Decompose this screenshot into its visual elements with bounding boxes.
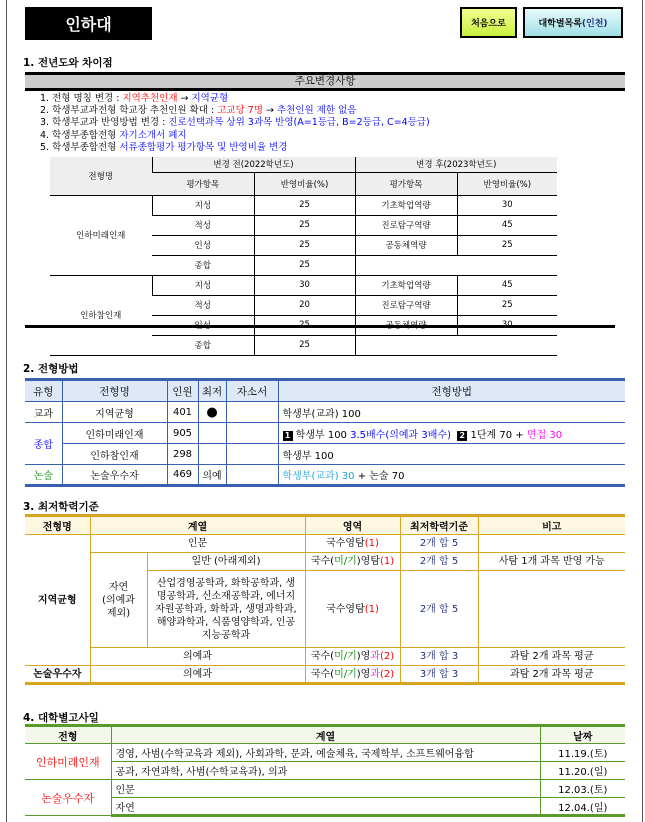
section2-heading: 2. 전형방법 (23, 363, 79, 375)
col-header: 평가항목 (355, 172, 457, 195)
col-header: 반영비율(%) (457, 172, 557, 195)
change-item: 1. 전형 명칭 변경 : 지역추천인재 → 지역균형 (40, 93, 229, 104)
minimum-standard-table (25, 514, 625, 685)
item: 종합 (152, 255, 254, 275)
col-header: 최저학력기준 (400, 516, 478, 535)
university-title: 인하대 (25, 7, 152, 40)
ratio: 25 (254, 255, 355, 275)
table-row: 논술우수자 인문 12.03.(토) (25, 780, 625, 798)
changes-list (40, 93, 430, 154)
section4-heading: 4. 대학별고사일 (23, 712, 99, 724)
col-header: 변경 후(2023학년도) (355, 157, 557, 172)
item: 진로탐구역량 (355, 215, 457, 235)
table-row: 인하미래인재 경영, 사범(수학교육과 제외), 사회과학, 문과, 예술체육, 국제학부, 소프트웨어융합 11.19.(토) (25, 744, 625, 762)
change-item: 4. 학생부종합전형 자기소개서 폐지 (40, 129, 187, 141)
col-header: 최저 (198, 380, 226, 402)
divider (25, 325, 615, 328)
ratio: 45 (457, 215, 557, 235)
section3-heading: 3. 최저학력기준 (23, 501, 99, 513)
item: 지성 (152, 195, 254, 215)
ratio: 20 (254, 295, 355, 315)
table-row: 자연 12.04.(일) (25, 798, 625, 816)
ratio: 25 (457, 295, 557, 315)
col-header: 계열 (90, 516, 305, 535)
item: 기초학업역량 (355, 195, 457, 215)
ratio: 30 (254, 275, 355, 295)
ratio: 25 (254, 215, 355, 235)
table-row: 자연 (의예과 제외) 일반 (아래제외) 국수(미/기)영탐(1) 2개 합 5 사탐 1개 과목 반영 가능 (25, 553, 625, 571)
col-header: 변경 전(2022학년도) (152, 157, 355, 172)
table-row: 의예과 국수(미/기)영과(2) 3개 합 3 과탐 2개 과목 평균 (25, 648, 625, 666)
item: 종합 (152, 335, 254, 355)
item: 지성 (152, 275, 254, 295)
col-header: 날짜 (540, 726, 625, 744)
item: 진로탐구역량 (355, 295, 457, 315)
table-row: 산업경영공학과, 화학공학과, 생명공학과, 신소재공학과, 에너지자원공학과, 화학과, 생명과학과, 해양과학과, 식품영양학과, 인공지능공학과 국수영탐(1) 2개 합 5 (25, 571, 625, 648)
col-header: 유형 (25, 380, 62, 402)
col-header: 계열 (111, 726, 540, 744)
table-row: 공과, 자연과학, 사범(수학교육과), 의과 11.20.(일) (25, 762, 625, 780)
table-row: 지역균형 인문 국수영탐(1) 2개 합 5 (25, 535, 625, 553)
col-header: 전형 (25, 726, 111, 744)
home-button[interactable]: 처음으로 (460, 7, 517, 38)
col-header: 전형명 (50, 157, 152, 195)
empty-cell (355, 255, 557, 275)
ratio: 25 (457, 235, 557, 255)
list-label: 대학별목록 (538, 19, 582, 29)
item: 기초학업역량 (355, 275, 457, 295)
col-header: 전형방법 (278, 380, 625, 402)
col-header: 비고 (478, 516, 625, 535)
item: 공동체역량 (355, 235, 457, 255)
item: 적성 (152, 215, 254, 235)
col-header: 인원 (167, 380, 198, 402)
admission-method-table (25, 378, 625, 487)
region-label: (인천) (581, 19, 608, 29)
table-row: 인하참인재 298 학생부 100 (25, 444, 625, 465)
col-header: 영역 (305, 516, 400, 535)
col-header: 전형명 (62, 380, 167, 402)
table-row: 종합 인하미래인재 905 1 학생부 100 3.5배수(의예과 3배수) 2 1단계 70 + 면접 30 (25, 423, 625, 444)
ratio: 25 (254, 195, 355, 215)
ratio: 45 (457, 275, 557, 295)
change-item: 5. 학생부종합전형 서류종합평가 평가항목 및 반영비율 변경 (40, 141, 288, 153)
change-item: 3. 학생부교과 반영방법 변경 : 진로선택과목 상위 3과목 반영(A=1등급, B=2등급, C=4등급) (40, 117, 430, 129)
track-name: 인하미래인재 (50, 195, 152, 275)
item: 적성 (152, 295, 254, 315)
table-row: 교과 지역균형 401 ● 학생부(교과) 100 (25, 402, 625, 423)
col-header: 반영비율(%) (254, 172, 355, 195)
table-row (50, 275, 557, 295)
changes-bar: 주요변경사항 (25, 72, 625, 91)
ratio: 25 (254, 335, 355, 355)
exam-date-table (25, 724, 625, 817)
section1-heading: 1. 전년도와 차이점 (23, 57, 113, 69)
table-row: 논술 논술우수자 469 의예 학생부(교과) 30 + 논술 70 (25, 465, 625, 486)
change-item: 2. 학생부교과전형 학교장 추천인원 확대 : 고교당 7명 → 추천인원 제한 없음 (40, 105, 357, 117)
table-row: 논술우수자 의예과 국수(미/기)영과(2) 3개 합 3 과탐 2개 과목 평균 (25, 666, 625, 684)
ratio: 25 (254, 235, 355, 255)
university-list-button[interactable] (523, 7, 623, 38)
col-header: 자소서 (226, 380, 278, 402)
track-name: 인하참인재 (50, 275, 152, 355)
ratio: 30 (457, 195, 557, 215)
empty-cell (355, 335, 557, 355)
item: 인성 (152, 235, 254, 255)
col-header: 전형명 (25, 516, 90, 535)
table-row (50, 195, 557, 215)
col-header: 평가항목 (152, 172, 254, 195)
